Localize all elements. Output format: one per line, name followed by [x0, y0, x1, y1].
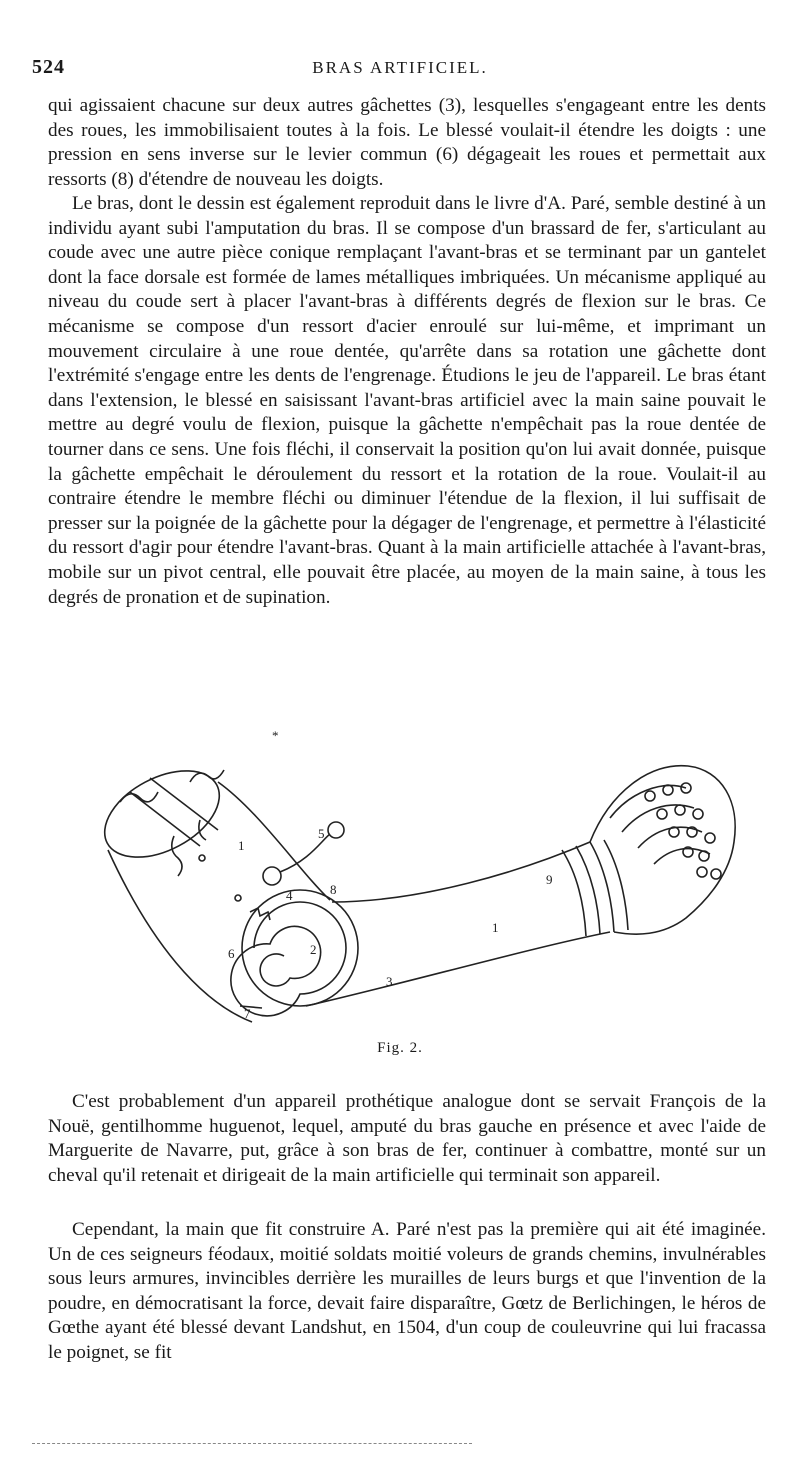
- figure-caption: Fig. 2.: [377, 1040, 423, 1056]
- figure-label-1-forearm: 1: [492, 920, 499, 935]
- figure-label-6: 6: [228, 946, 235, 961]
- page-number: 524: [32, 56, 65, 78]
- trigger-handle: [328, 822, 344, 838]
- forearm-bottom: [306, 932, 610, 1006]
- paragraph-3: C'est probablement d'un appareil prothétique analogue dont se servait François de la Nouë, gentilhomme huguenot, lequel, amputé du bras gauche en présence et avec l'aide de Marguerite de Navarre, put, grâce à son bras de fer, continuer à combattre, monté sur un cheval qu'il retenait et dirigeait de la main artificielle qui terminait son appareil.: [48, 1091, 766, 1186]
- ratchet-wheel: [242, 890, 358, 1006]
- paragraph-4: Cependant, la main que fit construire A. Paré n'est pas la première qui ait été imaginée. Un de ces seigneurs féodaux, moitié soldats moitié voleurs de grands chemins, invulnérables sous leurs armures, invincibles derrière les murailles de leurs burgs et que l'invention de la poudre, en démocratisant la force, devait faire disparaître, Gœtz de Berlichingen, le héros de Gœthe ayant été blessé devant Landshut, en 1504, d'un coup de couleuvrine qui lui fracassa le poignet, se fit: [48, 1219, 766, 1363]
- upper-arm-outline-front: [108, 850, 252, 1022]
- paragraph-2: Le bras, dont le dessin est également reproduit dans le livre d'A. Paré, semble destiné à un individu ayant subi l'amputation du bras. Il se compose d'un brassard de fer, s'articulant au coude avec une autre pièce conique remplaçant l'avant-bras et se terminant par un gantelet dont la face dorsale est formée de lames métalliques imbriquées. Un mécanisme appliqué au niveau du coude sert à placer l'avant-bras à différents degrés de flexion sur le bras. Ce mécanisme se compose d'un ressort d'acier enroulé sur lui-même, et imprimant un mouvement circulaire à une roue dentée, qu'arrête dans sa rotation une gâchette dont l'extrémité s'engage entre les dents de l'engrenage. Étudions le jeu de l'appareil. Le bras étant dans l'extension, le blessé en saisissant l'avant-bras artificiel avec la main saine pouvait le mettre au degré voulu de flexion, puisque la gâchette n'empêchait pas la roue dentée de tourner dans ce sens. Une fois fléchi, il conservait la position qu'on lui avait donnée, puisque la gâchette empêchait le déroulement du ressort et la rotation de la roue. Voulait-il au contraire étendre le membre fléchi ou diminuer l'étendue de la flexion, il lui suffisait de presser sur la poignée de la gâchette pour la dégager de l'engrenage, et permettre à l'élasticité du ressort d'agir pour étendre l'avant-bras. Quant à la main artificielle attachée à l'avant-bras, mobile sur un pivot central, elle pouvait être placée, au moyen de la main saine, à tous les degrés de pronation et de supination.: [48, 193, 766, 608]
- figure-label-7: 7: [244, 1006, 251, 1021]
- figure-label-3: 3: [386, 974, 393, 989]
- artificial-arm-illustration: [90, 722, 750, 1042]
- trigger-pivot: [263, 867, 281, 885]
- footer-rule: [32, 1443, 472, 1444]
- figure-label-1-upper: 1: [238, 838, 245, 853]
- paragraph-1: qui agissaient chacune sur deux autres gâchettes (3), lesquelles s'engageant entre les dents des roues, les immobilisaient toutes à la fois. Le blessé voulait-il étendre les doigts : une pression en sens inverse sur le levier commun (6) dégageait les roues et permettait aux ressorts (8) d'étendre de nouveau les doigts.: [48, 95, 766, 190]
- running-title: BRAS ARTIFICIEL.: [312, 58, 488, 77]
- figure-label-4: 4: [286, 888, 293, 903]
- figure-label-2: 2: [310, 942, 317, 957]
- figure-label-8: 8: [330, 882, 337, 897]
- figure-label-star: *: [272, 728, 279, 743]
- arm-drawing: [90, 722, 750, 1042]
- upper-arm-outline-back: [218, 782, 330, 900]
- figure-label-5: 5: [318, 826, 325, 841]
- figure-label-9: 9: [546, 872, 553, 887]
